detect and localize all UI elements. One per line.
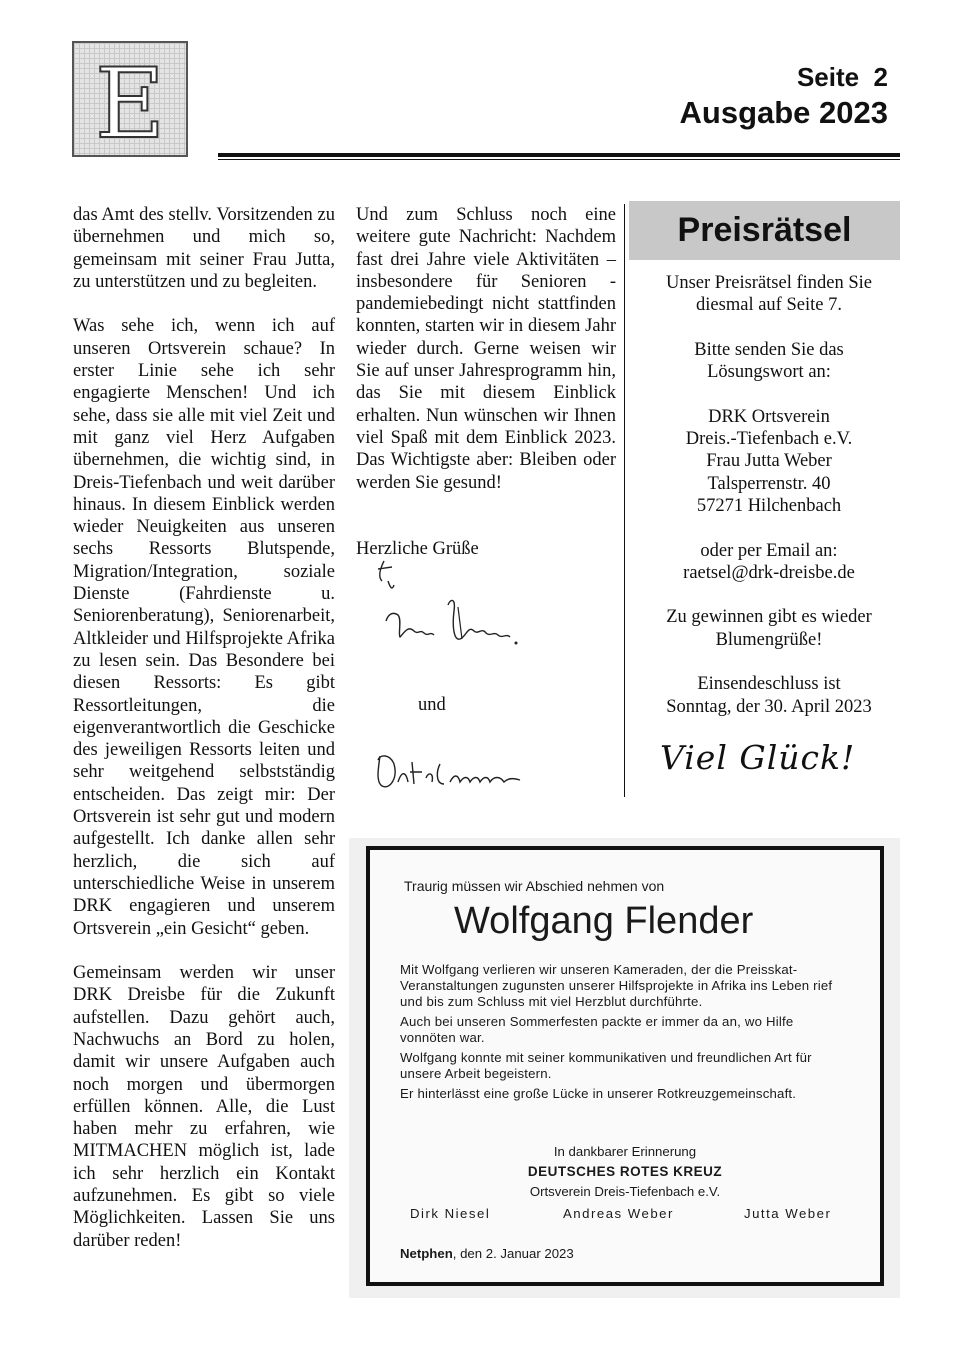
- puzzle-header: [629, 201, 900, 260]
- paragraph: Mit Wolfgang verlieren wir unseren Kameraden, der die Preisskat-Veranstaltungen zugunsten unserer Hilfsprojekte in Afrika ins Leben rief und bis zum Schluss mit viel Herzblut durchführte.: [400, 962, 833, 1009]
- obituary-text: [400, 962, 852, 1106]
- logo-letter-graphic: [74, 43, 186, 155]
- address-line: DRK Ortsverein: [708, 406, 830, 427]
- prize-line: Zu gewinnen gibt es wieder: [666, 607, 872, 628]
- article-column-2: [356, 204, 616, 516]
- send-intro-line: Bitte senden Sie das: [694, 339, 844, 360]
- column-divider: [624, 204, 625, 797]
- deadline-label: Einsendeschluss ist: [697, 674, 841, 695]
- paragraph: Was sehe ich, wenn ich auf unseren Ortsverein schaue? In erster Linie sehe ich sehr engagierte Menschen! Und ich sehe, dass sie alle mit viel Zeit und mit ganz viel Herz Aufgaben übernehmen, die wichtig sind, in Dreis-Tiefenbach und weit darüber hinaus. In diesem Einblick werden wieder Neuigkeiten aus unseren sechs Ressorts Blutspende, Migration/Integration, soziale Dienste (Fahrdienste u. Seniorenberatung), Seniorenarbeit, Altkleider und Hilfsprojekte Afrika zu lesen sein. Das Besondere bei diesen Ressorts: Es gibt Ressortleitungen, die eigenverantwortlich die Geschicke des jeweiligen Ressorts leiten und sehr weitgehend selbstständig entscheiden. Das zeigt mir: Der Ortsverein ist sehr gut und modern aufgestellt. Ich danke allen sehr herzlich, die sich auf unterschiedliche Weise in unserem DRK engagieren und unserem Ortsverein „ein Gesicht“ geben.: [73, 316, 335, 939]
- obituary-date-text: , den 2. Januar 2023: [452, 1246, 574, 1261]
- paragraph: das Amt des stellv. Vorsitzenden zu übernehmen und mich so, gemeinsam mit seiner Frau Jutta, zu unterstützen und zu begleiten.: [73, 205, 335, 292]
- page-header: [680, 60, 889, 132]
- header-rule-thick: [218, 153, 900, 157]
- puzzle-intro-line: diesmal auf Seite 7.: [696, 295, 842, 316]
- newsletter-logo: [72, 41, 188, 157]
- address-line: 57271 Hilchenbach: [696, 495, 842, 516]
- logo-letter: E: [94, 48, 166, 155]
- paragraph: Wolfgang konnte mit seiner kommunikativen und freundlichen Art für unsere Arbeit begeistern.: [400, 1050, 812, 1081]
- email-intro: oder per Email an:: [700, 540, 838, 561]
- paragraph: Auch bei unseren Sommerfesten packte er immer da an, wo Hilfe vonnöten war.: [400, 1014, 794, 1045]
- puzzle-intro-line: Unser Preisrätsel finden Sie: [665, 273, 873, 293]
- header-rule-thin: [218, 159, 900, 160]
- signature-andreas-weber: [370, 555, 540, 665]
- article-column-1: [73, 204, 335, 1274]
- prize-line: Blumengrüße!: [715, 629, 823, 650]
- puzzle-info: [640, 272, 898, 740]
- greeting: Herzliche Grüße: [356, 539, 479, 559]
- obituary-organization-sub: Ortsverein Dreis-Tiefenbach e.V.: [529, 1184, 721, 1199]
- paragraph: Gemeinsam werden wir unser DRK Dreisbe für die Zukunft aufstellen. Dazu gehört auch, Nachwuchs an Bord zu holen, damit wir unsere Aufgaben auch noch morgen und übermorgen erfüllen können. Alle, die Lust haben mehr zu erfahren, wie MITMACHEN möglich ist, lade ich sehr herzlich ein Kontakt aufzunehmen. Es gibt so viele Möglichkeiten. Lassen Sie uns darüber reden!: [73, 963, 335, 1251]
- signature-connector: und: [418, 695, 446, 715]
- deadline-date: Sonntag, der 30. April 2023: [666, 696, 872, 717]
- page-number: Seite 2: [796, 62, 888, 92]
- address-line: Dreis.-Tiefenbach e.V.: [685, 429, 853, 450]
- puzzle-title: Preisrätsel: [677, 211, 852, 249]
- postal-address: [640, 406, 898, 517]
- email-address[interactable]: raetsel@drk-dreisbe.de: [683, 562, 855, 583]
- obituary-notice: [366, 846, 884, 1286]
- paragraph: Und zum Schluss noch eine weitere gute Nachricht: Nachdem fast drei Jahre viele Aktivitäten – insbesondere für Senioren - pandemiebedingt nicht stattfinden konnten, starten wir in diesem Jahr wieder durch. Gerne weisen wir Sie auf unser Jahresprogramm hin, das Sie mit diesem Einblick erhalten. Nun wünschen wir Ihnen viel Spaß mit dem Einblick 2023. Das Wichtigste aber: Bleiben oder werden Sie gesund!: [356, 205, 616, 493]
- obituary-place: Netphen: [400, 1246, 453, 1261]
- obituary-organization: DEUTSCHES ROTES KREUZ: [527, 1164, 723, 1179]
- obituary-intro: Traurig müssen wir Abschied nehmen von: [404, 878, 665, 894]
- edition-label: Ausgabe 2023: [679, 95, 888, 130]
- address-line: Talsperrenstr. 40: [707, 473, 831, 494]
- obituary-date: [400, 1246, 574, 1261]
- signatory-name: Andreas Weber: [563, 1206, 674, 1221]
- good-luck-text: Viel Glück!: [660, 738, 856, 777]
- send-intro-line: Lösungswort an:: [707, 362, 831, 383]
- paragraph: Er hinterlässt eine große Lücke in unserer Rotkreuzgemeinschaft.: [400, 1086, 797, 1101]
- obituary-thanks: In dankbarer Erinnerung: [553, 1144, 697, 1159]
- address-line: Frau Jutta Weber: [706, 451, 832, 472]
- signature-dirk-niesel: [370, 742, 540, 802]
- obituary-name: Wolfgang Flender: [454, 900, 754, 942]
- signatory-name: Jutta Weber: [744, 1206, 832, 1221]
- signatory-name: Dirk Niesel: [410, 1206, 491, 1221]
